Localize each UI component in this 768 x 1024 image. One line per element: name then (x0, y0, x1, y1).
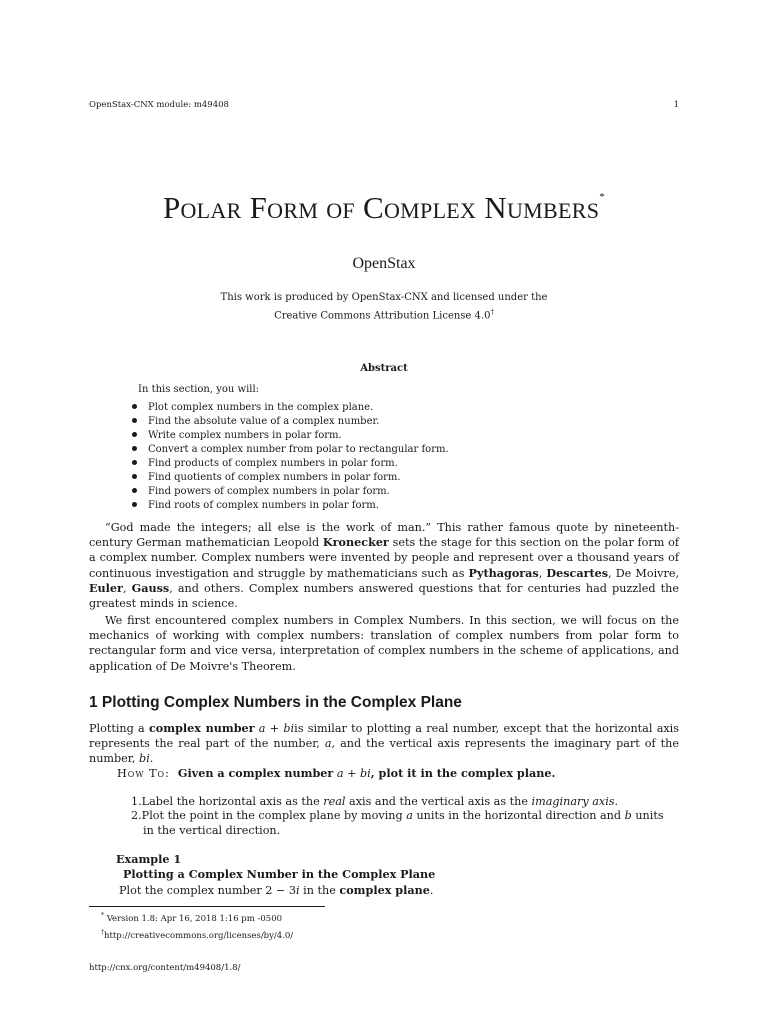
list-item: Find powers of complex numbers in polar form. (132, 485, 449, 499)
footnote-2: †http://creativecommons.org/licenses/by/4.0/ (101, 928, 294, 941)
footnote-1: * Version 1.8: Apr 16, 2018 1:16 pm -0500 (101, 912, 283, 924)
list-item: Write complex numbers in polar form. (132, 429, 449, 443)
license-line-2: Creative Commons Attribution License 4.0 (274, 310, 491, 322)
example-problem: Plot the complex number 2 − 3i in the complex plane. (119, 883, 434, 897)
objectives-list (132, 401, 449, 513)
license-notice (0, 290, 768, 323)
title-footnote-marker: * (599, 191, 606, 203)
section-paragraph: Plotting a complex number a + biis similar to plotting a real number, except that the horizontal axis represents the real part of the number, a, and the vertical axis represents the imaginary part of the number, bi. (89, 721, 679, 766)
abstract-heading: Abstract (360, 363, 408, 374)
example-title: Plotting a Complex Number in the Complex Plane (123, 867, 436, 881)
bullet-icon (132, 488, 137, 493)
example-label: Example 1 (116, 852, 182, 866)
list-item: Convert a complex number from polar to rectangular form. (132, 443, 449, 457)
complex-number-term: complex number (149, 721, 255, 735)
footnotes (101, 909, 293, 943)
document-title (0, 190, 768, 226)
list-item: Find products of complex numbers in polar form. (132, 457, 449, 471)
list-item: Find the absolute value of a complex number. (132, 415, 449, 429)
bullet-icon (132, 502, 137, 507)
how-to-label: How To: (117, 767, 170, 780)
footnote-divider (89, 906, 325, 907)
license-footnote-marker: † (490, 308, 494, 316)
list-item: Find roots of complex numbers in polar form. (132, 499, 449, 513)
bullet-icon (132, 432, 137, 437)
list-item: Find quotients of complex numbers in polar form. (132, 471, 449, 485)
second-paragraph: We first encountered complex numbers in Complex Numbers. In this section, we will focus on the mechanics of working with complex numbers: translation of complex numbers from polar form to rectangular form and vice versa, interpretation of complex numbers in the scheme of applications, and application of De Moivre's Theorem. (89, 614, 679, 673)
intro-paragraph: “God made the integers; all else is the work of man.” This rather famous quote by nineteenth-century German mathematician Leopold Kronecker sets the stage for this section on the polar form of a complex number. Complex numbers were invented by people and represent over a thousand years of continuous investigation and struggle by mathematicians such as Pythagoras, Descartes, De Moivre, Euler, Gauss, and others. Complex numbers answered questions that for centuries had puzzled the greatest minds in science. (89, 521, 680, 611)
kronecker-link[interactable]: Kronecker (322, 535, 389, 550)
title-text: Polar Form of Complex Numbers (162, 190, 600, 225)
complex-plane-term: complex plane (339, 883, 430, 897)
pythagoras-link[interactable]: Pythagoras (468, 565, 539, 580)
euler-link[interactable]: Euler (89, 580, 123, 595)
bullet-icon (132, 404, 137, 409)
abstract-intro: In this section, you will: (138, 384, 260, 395)
how-to-box: How To: Given a complex number a + bi, plot it in the complex plane. (117, 766, 556, 780)
step-2: 2.Plot the point in the complex plane by moving a units in the horizontal direction and b units (131, 809, 664, 823)
bullet-icon (132, 474, 137, 479)
section-heading: 1 Plotting Complex Numbers in the Complex Plane (89, 694, 462, 711)
module-id: OpenStax-CNX module: m49408 (89, 100, 229, 110)
step-2-continued: in the vertical direction. (143, 823, 281, 837)
license-url-link[interactable]: http://creativecommons.org/licenses/by/4.0/ (104, 930, 294, 941)
bullet-icon (132, 460, 137, 465)
author: OpenStax (352, 255, 416, 272)
bullet-icon (132, 418, 137, 423)
page-number: 1 (673, 100, 679, 110)
descartes-link[interactable]: Descartes (546, 565, 609, 580)
gauss-link[interactable]: Gauss (131, 580, 170, 595)
bullet-icon (132, 446, 137, 451)
list-item: Plot complex numbers in the complex plane. (132, 401, 449, 415)
page-footer-url[interactable]: http://cnx.org/content/m49408/1.8/ (89, 963, 241, 973)
license-line-1: This work is produced by OpenStax-CNX and licensed under the (220, 292, 548, 303)
step-1: 1.Label the horizontal axis as the real axis and the vertical axis as the imaginary axis. (131, 795, 619, 808)
how-to-steps (131, 795, 671, 838)
